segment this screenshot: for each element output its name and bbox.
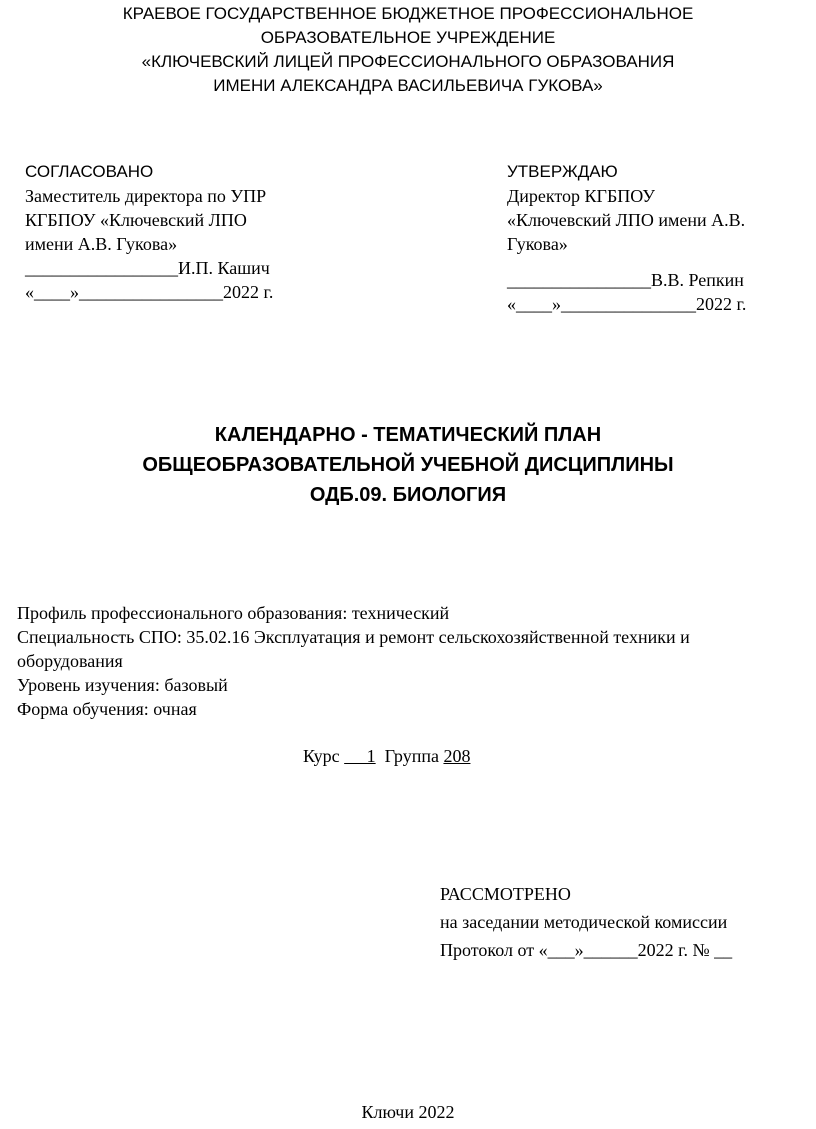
- course-label: Курс: [303, 746, 345, 766]
- reviewed-heading: РАССМОТРЕНО: [440, 884, 571, 904]
- place-year-footer: Ключи 2022: [361, 1102, 455, 1122]
- header-line-2: ОБРАЗОВАТЕЛЬНОЕ УЧРЕЖДЕНИЕ: [260, 28, 556, 47]
- header-line-3: «КЛЮЧЕВСКИЙ ЛИЦЕЙ ПРОФЕССИОНАЛЬНОГО ОБРАЗОВАНИЯ: [141, 52, 675, 71]
- profile-line: Профиль профессионального образования: технический: [17, 603, 450, 623]
- title-line-1: КАЛЕНДАРНО - ТЕМАТИЧЕСКИЙ ПЛАН: [214, 424, 602, 446]
- reviewed-protocol: Протокол от «___»______2022 г. № __: [440, 940, 733, 960]
- level-line: Уровень изучения: базовый: [17, 675, 228, 695]
- course-group-line: [303, 744, 470, 768]
- group-value: 208: [443, 746, 471, 766]
- institution-header: [0, 2, 816, 98]
- approve-signature: ________________В.В. Репкин: [507, 270, 744, 290]
- approve-position: Директор КГБПОУ: [507, 186, 656, 206]
- title-line-3: ОДБ.09. БИОЛОГИЯ: [309, 484, 507, 506]
- agreed-org: КГБПОУ «Ключевский ЛПО: [25, 210, 247, 230]
- group-label: Группа: [375, 746, 444, 766]
- reviewed-block: [440, 880, 732, 964]
- agreed-org-name: имени А.В. Гукова»: [25, 234, 178, 254]
- agreed-position: Заместитель директора по УПР: [25, 186, 267, 206]
- approve-heading: УТВЕРЖДАЮ: [507, 162, 618, 181]
- specialty-line: Специальность СПО: 35.02.16 Эксплуатация и ремонт сельскохозяйственной техники и: [17, 627, 690, 647]
- approve-org: «Ключевский ЛПО имени А.В.: [507, 210, 746, 230]
- reviewed-commission: на заседании методической комиссии: [440, 912, 728, 932]
- document-title: [0, 420, 816, 510]
- approve-date: «____»_______________2022 г.: [507, 294, 747, 314]
- specialty-line-cont: оборудования: [17, 651, 123, 671]
- header-line-1: КРАЕВОЕ ГОСУДАРСТВЕННОЕ БЮДЖЕТНОЕ ПРОФЕССИОНАЛЬНОЕ: [122, 4, 694, 23]
- approve-org-name: Гукова»: [507, 234, 568, 254]
- title-line-2: ОБЩЕОБРАЗОВАТЕЛЬНОЙ УЧЕБНОЙ ДИСЦИПЛИНЫ: [142, 454, 674, 476]
- agreed-heading: СОГЛАСОВАНО: [25, 162, 154, 181]
- form-line: Форма обучения: очная: [17, 699, 197, 719]
- agreed-date: «____»________________2022 г.: [25, 282, 274, 302]
- profile-block: [17, 601, 797, 721]
- agreed-signature: _________________И.П. Кашич: [25, 258, 270, 278]
- approve-block: [507, 160, 746, 316]
- header-line-4: ИМЕНИ АЛЕКСАНДРА ВАСИЛЬЕВИЧА ГУКОВА»: [213, 76, 603, 95]
- agreed-block: [25, 160, 273, 304]
- course-value: 1: [344, 746, 376, 766]
